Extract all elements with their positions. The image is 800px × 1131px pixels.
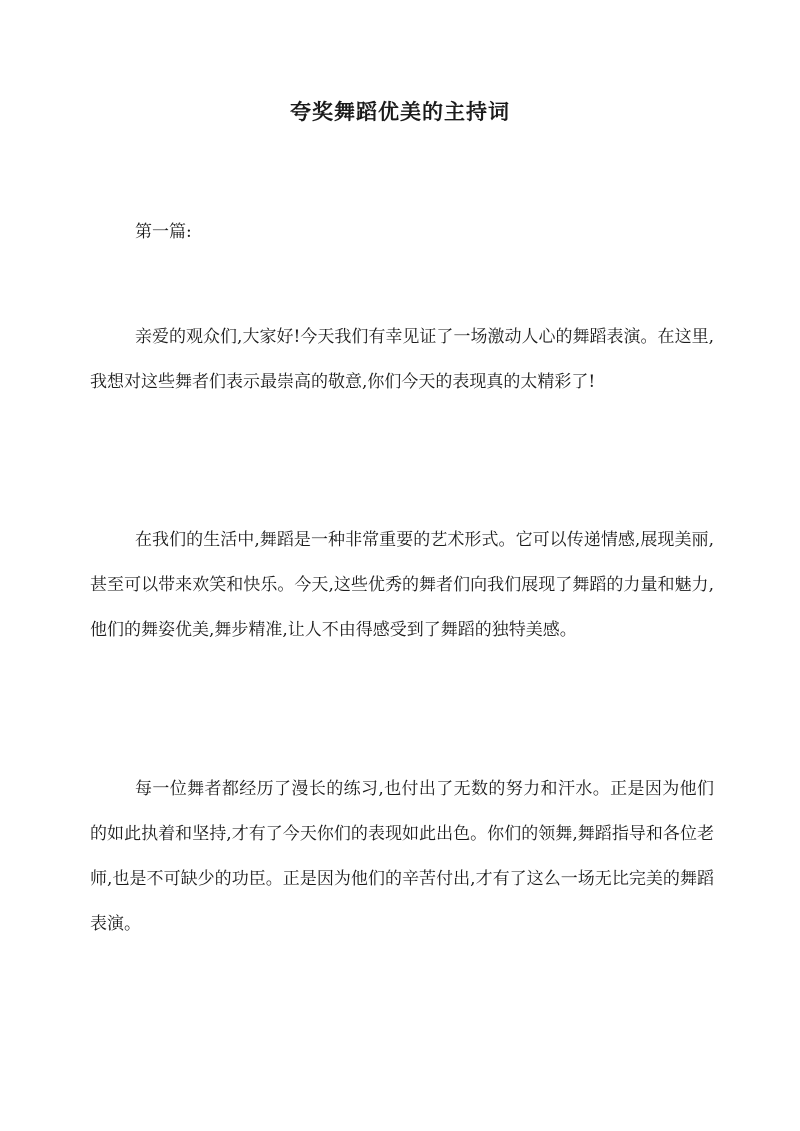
- paragraph-2: 在我们的生活中,舞蹈是一种非常重要的艺术形式。它可以传递情感,展现美丽,甚至可以带来欢笑和快乐。今天,这些优秀的舞者们向我们展现了舞蹈的力量和魅力,他们的舞姿优美,舞步精准,让人不由得感受到了舞蹈的独特美感。: [90, 530, 714, 640]
- paragraph-3: 每一位舞者都经历了漫长的练习,也付出了无数的努力和汗水。正是因为他们的如此执着和坚持,才有了今天你们的表现如此出色。你们的领舞,舞蹈指导和各位老师,也是不可缺少的功臣。正是因为他们的辛苦付出,才有了这么一场无比完美的舞蹈表演。: [90, 779, 714, 934]
- paragraph-1: 亲爱的观众们,大家好!今天我们有幸见证了一场激动人心的舞蹈表演。在这里,我想对这些舞者们表示最崇高的敬意,你们今天的表现真的太精彩了!: [90, 327, 714, 392]
- page-title: 夸奖舞蹈优美的主持词: [290, 99, 510, 124]
- section-label: 第一篇:: [135, 222, 192, 242]
